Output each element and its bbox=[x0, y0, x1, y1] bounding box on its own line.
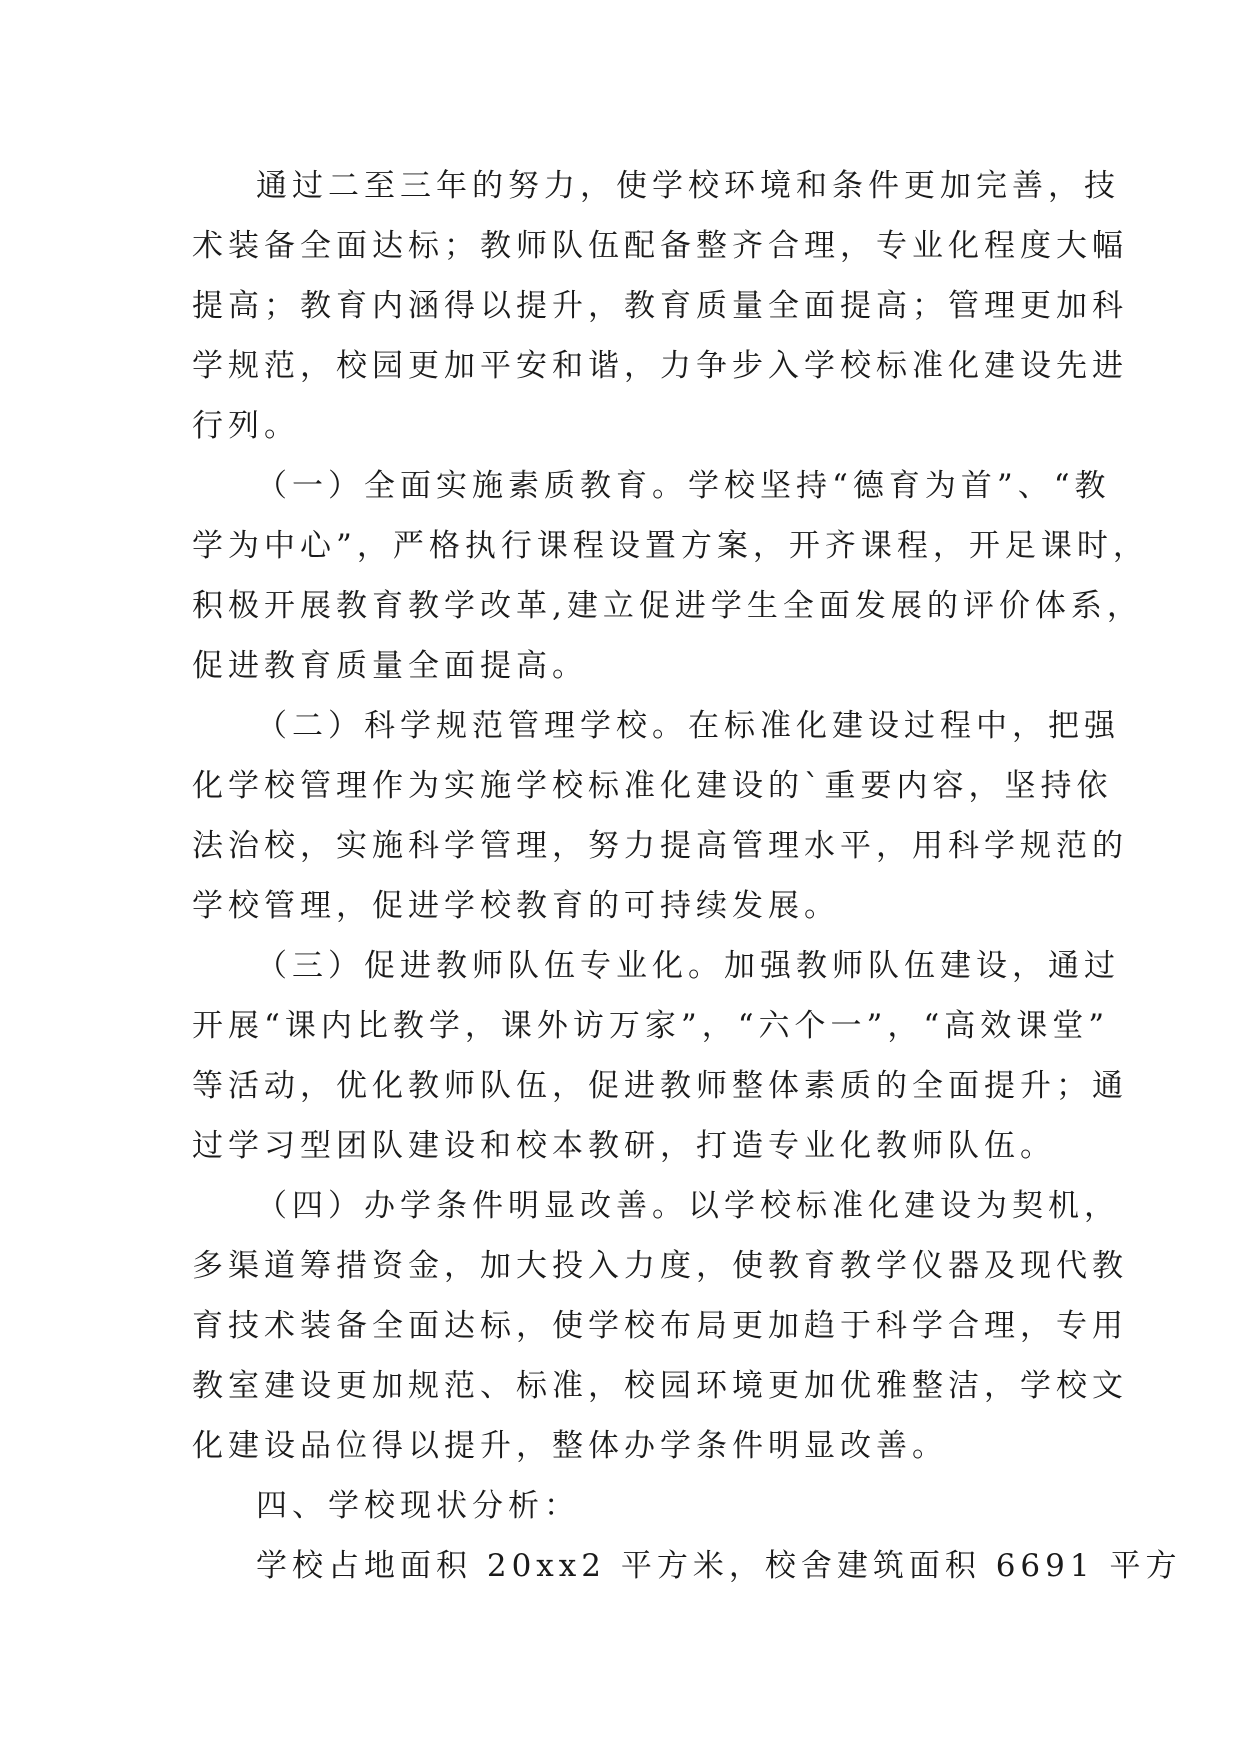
text-line: 通过二至三年的努力，使学校环境和条件更加完善，技 bbox=[256, 168, 1120, 204]
text-line: 教室建设更加规范、标准，校园环境更加优雅整洁，学校文 bbox=[192, 1368, 1128, 1404]
text-line: 开展“课内比教学，课外访万家”，“六个一”，“高效课堂” bbox=[192, 1008, 1110, 1044]
text-line: 学校管理，促进学校教育的可持续发展。 bbox=[192, 888, 840, 924]
section-heading: 四、学校现状分析： bbox=[256, 1488, 580, 1524]
text-line: 法治校，实施科学管理，努力提高管理水平，用科学规范的 bbox=[192, 828, 1128, 864]
text-line: 化建设品位得以提升，整体办学条件明显改善。 bbox=[192, 1428, 948, 1464]
text-line: 提高；教育内涵得以提升，教育质量全面提高；管理更加科 bbox=[192, 288, 1128, 324]
text-line: 学规范，校园更加平安和谐，力争步入学校标准化建设先进 bbox=[192, 348, 1128, 384]
text-line: 化学校管理作为实施学校标准化建设的`重要内容，坚持依 bbox=[192, 768, 1113, 804]
text-line: 术装备全面达标；教师队伍配备整齐合理，专业化程度大幅 bbox=[192, 228, 1128, 264]
text-line: 促进教育质量全面提高。 bbox=[192, 648, 588, 684]
text-line: （二）科学规范管理学校。在标准化建设过程中，把强 bbox=[256, 708, 1120, 744]
text-line: （一）全面实施素质教育。学校坚持“德育为首”、“教 bbox=[256, 468, 1111, 504]
text-line: 育技术装备全面达标，使学校布局更加趋于科学合理，专用 bbox=[192, 1308, 1128, 1344]
text-line: 行列。 bbox=[192, 408, 300, 444]
text-line: 学为中心”，严格执行课程设置方案，开齐课程，开足课时， bbox=[192, 528, 1149, 564]
text-line: 多渠道筹措资金，加大投入力度，使教育教学仪器及现代教 bbox=[192, 1248, 1128, 1284]
text-line: 积极开展教育教学改革,建立促进学生全面发展的评价体系， bbox=[192, 588, 1143, 624]
text-line: （四）办学条件明显改善。以学校标准化建设为契机， bbox=[256, 1188, 1120, 1224]
text-line: 过学习型团队建设和校本教研，打造专业化教师队伍。 bbox=[192, 1128, 1056, 1164]
text-line: （三）促进教师队伍专业化。加强教师队伍建设，通过 bbox=[256, 948, 1120, 984]
text-line: 等活动，优化教师队伍，促进教师整体素质的全面提升；通 bbox=[192, 1068, 1128, 1104]
text-line: 学校占地面积 20xx2 平方米，校舍建筑面积 6691 平方 bbox=[256, 1548, 1182, 1584]
